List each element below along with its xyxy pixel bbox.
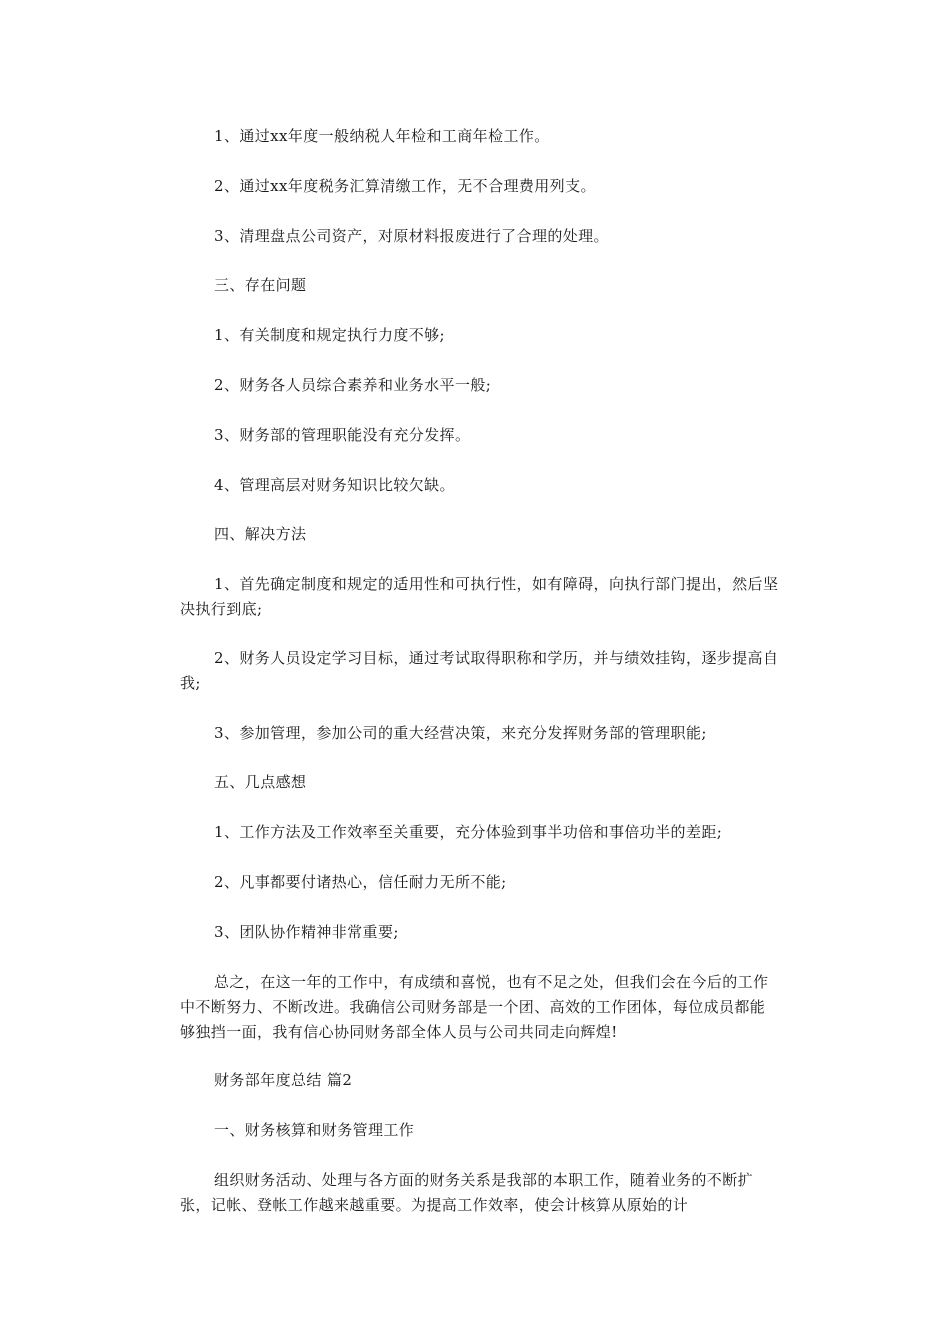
paragraph-1: 1、通过xx年度一般纳税人年检和工商年检工作。 (214, 127, 550, 145)
paragraph-7: 3、财务部的管理职能没有充分发挥。 (214, 426, 471, 444)
paragraph-6: 2、财务各人员综合素养和业务水平一般; (214, 376, 492, 394)
paragraph-8: 4、管理高层对财务知识比较欠缺。 (214, 476, 455, 494)
paragraph-2: 2、通过xx年度税务汇算清缴工作，无不合理费用列支。 (214, 177, 596, 195)
part-title-2: 财务部年度总结 篇2 (214, 1071, 353, 1089)
paragraph-16: 3、团队协作精神非常重要; (214, 923, 399, 941)
section-heading-solutions: 四、解决方法 (214, 525, 307, 543)
paragraph-12: 3、参加管理，参加公司的重大经营决策，来充分发挥财务部的管理职能; (214, 724, 707, 742)
section-heading-accounting: 一、财务核算和财务管理工作 (214, 1121, 415, 1139)
paragraph-11: 2、财务人员设定学习目标，通过考试取得职称和学历，并与绩效挂钩，逐步提高自我; (180, 649, 779, 692)
section-heading-thoughts: 五、几点感想 (214, 773, 307, 791)
paragraph-15: 2、凡事都要付诸热心，信任耐力无所不能; (214, 873, 507, 891)
paragraph-conclusion: 总之，在这一年的工作中，有成绩和喜悦，也有不足之处，但我们会在今后的工作中不断努力、不断改进。我确信公司财务部是一个团、高效的工作团体，每位成员都能够独挡一面，我有信心协同财务部全体人员与公司共同走向辉煌! (180, 973, 769, 1041)
paragraph-14: 1、工作方法及工作效率至关重要，充分体验到事半功倍和事倍功半的差距; (214, 823, 723, 841)
section-heading-problems: 三、存在问题 (214, 276, 307, 294)
paragraph-accounting-body: 组织财务活动、处理与各方面的财务关系是我部的本职工作，随着业务的不断扩张，记帐、登帐工作越来越重要。为提高工作效率，使会计核算从原始的计 (180, 1171, 754, 1214)
paragraph-3: 3、清理盘点公司资产，对原材料报废进行了合理的处理。 (214, 227, 609, 245)
paragraph-5: 1、有关制度和规定执行力度不够; (214, 326, 445, 344)
paragraph-10: 1、首先确定制度和规定的适用性和可执行性，如有障碍，向执行部门提出，然后坚决执行到底; (180, 575, 779, 618)
